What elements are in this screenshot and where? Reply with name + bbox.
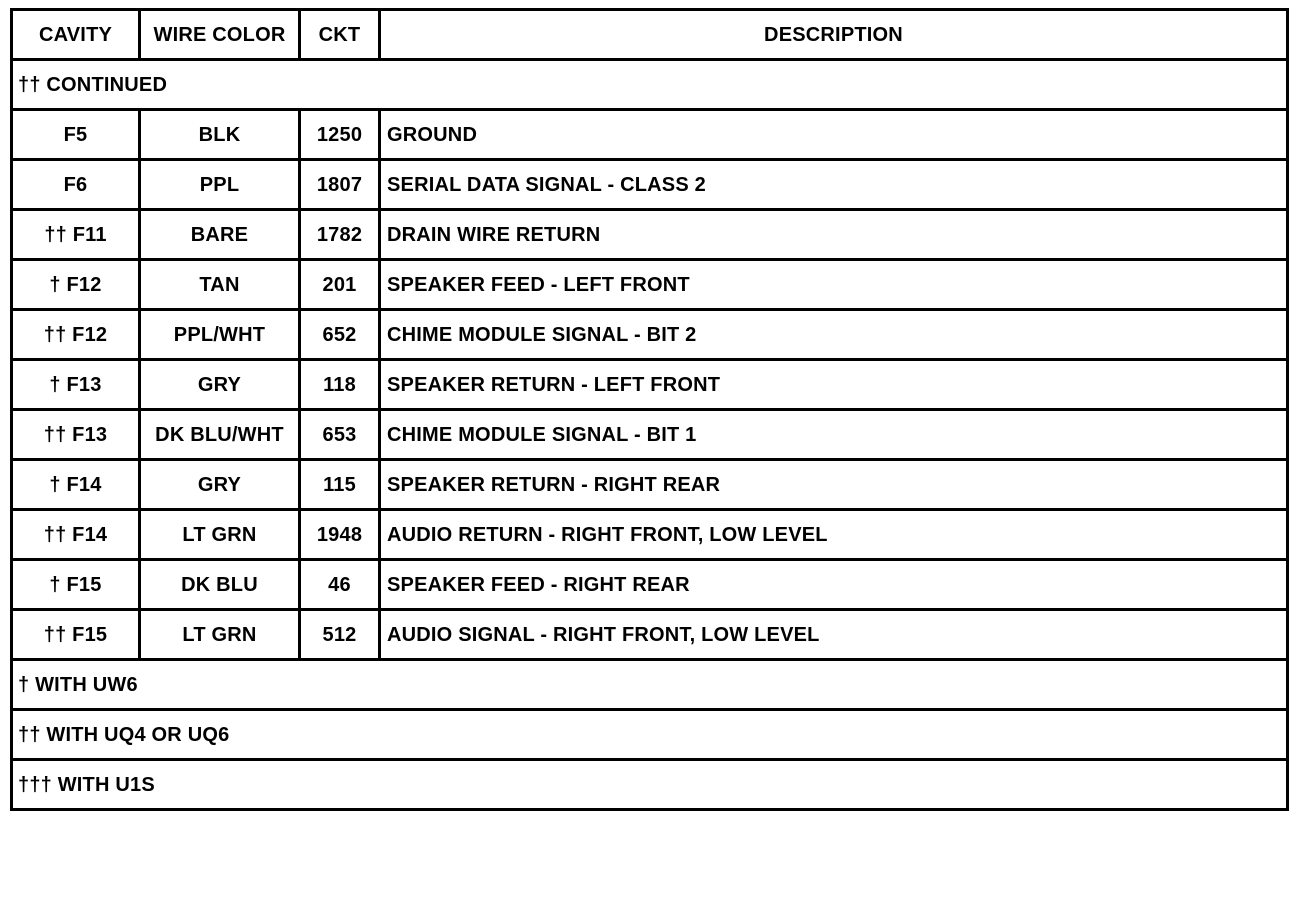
ckt-cell: 46 — [300, 560, 380, 610]
table-row — [12, 610, 1288, 660]
footnote-row — [12, 710, 1288, 760]
cavity-cell: † F12 — [12, 260, 140, 310]
ckt-cell: 201 — [300, 260, 380, 310]
table-row — [12, 110, 1288, 160]
wire-color-cell: LT GRN — [140, 610, 300, 660]
ckt-cell: 1250 — [300, 110, 380, 160]
description-cell: SPEAKER FEED - RIGHT REAR — [380, 560, 1288, 610]
footnote-row — [12, 760, 1288, 810]
wire-color-cell: LT GRN — [140, 510, 300, 560]
description-cell: SERIAL DATA SIGNAL - CLASS 2 — [380, 160, 1288, 210]
table-row — [12, 310, 1288, 360]
header-cavity: CAVITY — [12, 10, 140, 60]
cavity-cell: F6 — [12, 160, 140, 210]
cavity-cell: †† F15 — [12, 610, 140, 660]
table-row — [12, 210, 1288, 260]
wire-color-cell: BARE — [140, 210, 300, 260]
description-cell: CHIME MODULE SIGNAL - BIT 1 — [380, 410, 1288, 460]
cavity-cell: † F14 — [12, 460, 140, 510]
wire-color-cell: DK BLU/WHT — [140, 410, 300, 460]
ckt-cell: 115 — [300, 460, 380, 510]
wire-color-cell: PPL/WHT — [140, 310, 300, 360]
connector-pinout-sheet — [10, 8, 1286, 811]
header-wire-color: WIRE COLOR — [140, 10, 300, 60]
cavity-cell: †† F14 — [12, 510, 140, 560]
connector-pinout-table — [10, 8, 1289, 811]
wire-color-cell: GRY — [140, 460, 300, 510]
cavity-cell: † F13 — [12, 360, 140, 410]
footnote-uw6: † WITH UW6 — [12, 660, 1288, 710]
table-row — [12, 360, 1288, 410]
wire-color-cell: DK BLU — [140, 560, 300, 610]
cavity-cell: †† F11 — [12, 210, 140, 260]
description-cell: AUDIO SIGNAL - RIGHT FRONT, LOW LEVEL — [380, 610, 1288, 660]
wire-color-cell: BLK — [140, 110, 300, 160]
continued-note-row — [12, 60, 1288, 110]
cavity-cell: †† F12 — [12, 310, 140, 360]
header-description: DESCRIPTION — [380, 10, 1288, 60]
table-row — [12, 560, 1288, 610]
ckt-cell: 652 — [300, 310, 380, 360]
description-cell: CHIME MODULE SIGNAL - BIT 2 — [380, 310, 1288, 360]
continued-note: †† CONTINUED — [12, 60, 1288, 110]
cavity-cell: F5 — [12, 110, 140, 160]
table-row — [12, 510, 1288, 560]
footnote-uq4-uq6: †† WITH UQ4 OR UQ6 — [12, 710, 1288, 760]
table-row — [12, 260, 1288, 310]
description-cell: SPEAKER RETURN - LEFT FRONT — [380, 360, 1288, 410]
footnote-u1s: ††† WITH U1S — [12, 760, 1288, 810]
wire-color-cell: TAN — [140, 260, 300, 310]
wire-color-cell: GRY — [140, 360, 300, 410]
table-header-row — [12, 10, 1288, 60]
ckt-cell: 1807 — [300, 160, 380, 210]
description-cell: SPEAKER RETURN - RIGHT REAR — [380, 460, 1288, 510]
ckt-cell: 1782 — [300, 210, 380, 260]
cavity-cell: †† F13 — [12, 410, 140, 460]
footnote-row — [12, 660, 1288, 710]
description-cell: GROUND — [380, 110, 1288, 160]
description-cell: SPEAKER FEED - LEFT FRONT — [380, 260, 1288, 310]
cavity-cell: † F15 — [12, 560, 140, 610]
table-row — [12, 460, 1288, 510]
ckt-cell: 1948 — [300, 510, 380, 560]
wire-color-cell: PPL — [140, 160, 300, 210]
description-cell: DRAIN WIRE RETURN — [380, 210, 1288, 260]
ckt-cell: 653 — [300, 410, 380, 460]
description-cell: AUDIO RETURN - RIGHT FRONT, LOW LEVEL — [380, 510, 1288, 560]
table-row — [12, 160, 1288, 210]
ckt-cell: 118 — [300, 360, 380, 410]
header-ckt: CKT — [300, 10, 380, 60]
ckt-cell: 512 — [300, 610, 380, 660]
table-row — [12, 410, 1288, 460]
